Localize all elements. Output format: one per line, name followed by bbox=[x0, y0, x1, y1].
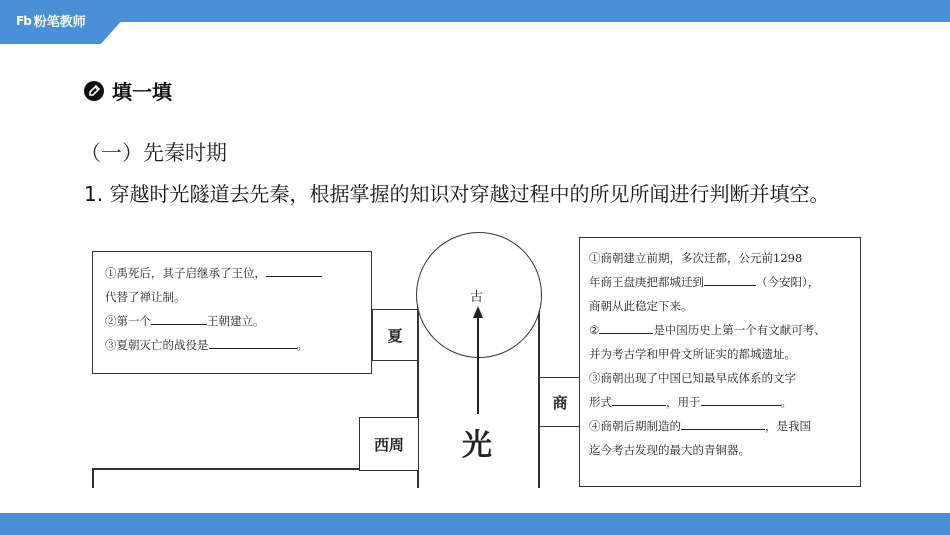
up-arrow bbox=[470, 306, 486, 416]
era-xia: 夏 bbox=[372, 309, 418, 361]
section-heading bbox=[84, 76, 172, 105]
logo-mark: Fb bbox=[16, 13, 31, 28]
xia-question-box bbox=[92, 251, 372, 374]
question-text: 1. 穿越时光隧道去先秦，根据掌握的知识对穿越过程中的所见所闻进行判断并填空。 bbox=[84, 182, 830, 206]
shang-line-6: ③商朝出现了中国已知最早成体系的文字 bbox=[589, 371, 796, 385]
xia-line-4: ③夏朝灭亡的战役是 。 bbox=[105, 333, 371, 357]
answer-blank[interactable] bbox=[599, 319, 653, 334]
left-box-lower-edge bbox=[92, 468, 94, 488]
period-title: （一）先秦时期 bbox=[80, 141, 227, 165]
shang-line-1: ①商朝建立前期，多次迁都，公元前1298 bbox=[589, 251, 803, 265]
shang-line-3: 商朝从此稳定下来。 bbox=[589, 299, 693, 313]
bottom-bar bbox=[0, 513, 950, 535]
tunnel-top-label: 古 bbox=[470, 290, 484, 305]
logo-text: 粉笔教师 bbox=[33, 15, 86, 30]
xia-line-2: 代替了禅让制。 bbox=[105, 290, 186, 304]
answer-blank[interactable] bbox=[701, 391, 781, 406]
tunnel-bottom-label: 光 bbox=[462, 428, 492, 463]
shang-line-9: 迄今考古发现的最大的青铜器。 bbox=[589, 443, 750, 457]
answer-blank[interactable] bbox=[266, 262, 322, 277]
era-xizhou: 西周 bbox=[359, 417, 419, 471]
answer-blank[interactable] bbox=[151, 310, 207, 325]
answer-blank[interactable] bbox=[209, 334, 297, 349]
answer-blank[interactable] bbox=[681, 415, 765, 430]
heading-text: 填一填 bbox=[112, 80, 172, 104]
brand-logo bbox=[16, 11, 86, 30]
shang-line-5: 并为考古学和甲骨文所证实的都城遗址。 bbox=[589, 347, 796, 361]
xia-line-3: ②第一个 王朝建立。 bbox=[105, 309, 371, 333]
era-shang: 商 bbox=[539, 377, 581, 427]
shang-line-8: ④商朝后期制造的 ，是我国 bbox=[589, 414, 860, 438]
shang-line-7: 形式 ，用于 。 bbox=[589, 390, 860, 414]
shang-line-4: ② 是中国历史上第一个有文献可考、 bbox=[589, 318, 860, 342]
answer-blank[interactable] bbox=[704, 271, 756, 286]
answer-blank[interactable] bbox=[612, 391, 666, 406]
xia-line-1: ①禹死后，其子启继承了王位， bbox=[105, 261, 371, 285]
shang-question-box bbox=[579, 237, 861, 487]
shang-line-2: 年商王盘庚把都城迁到 （今安阳）， bbox=[589, 270, 860, 294]
pencil-icon bbox=[84, 81, 104, 101]
top-bar bbox=[0, 0, 950, 22]
